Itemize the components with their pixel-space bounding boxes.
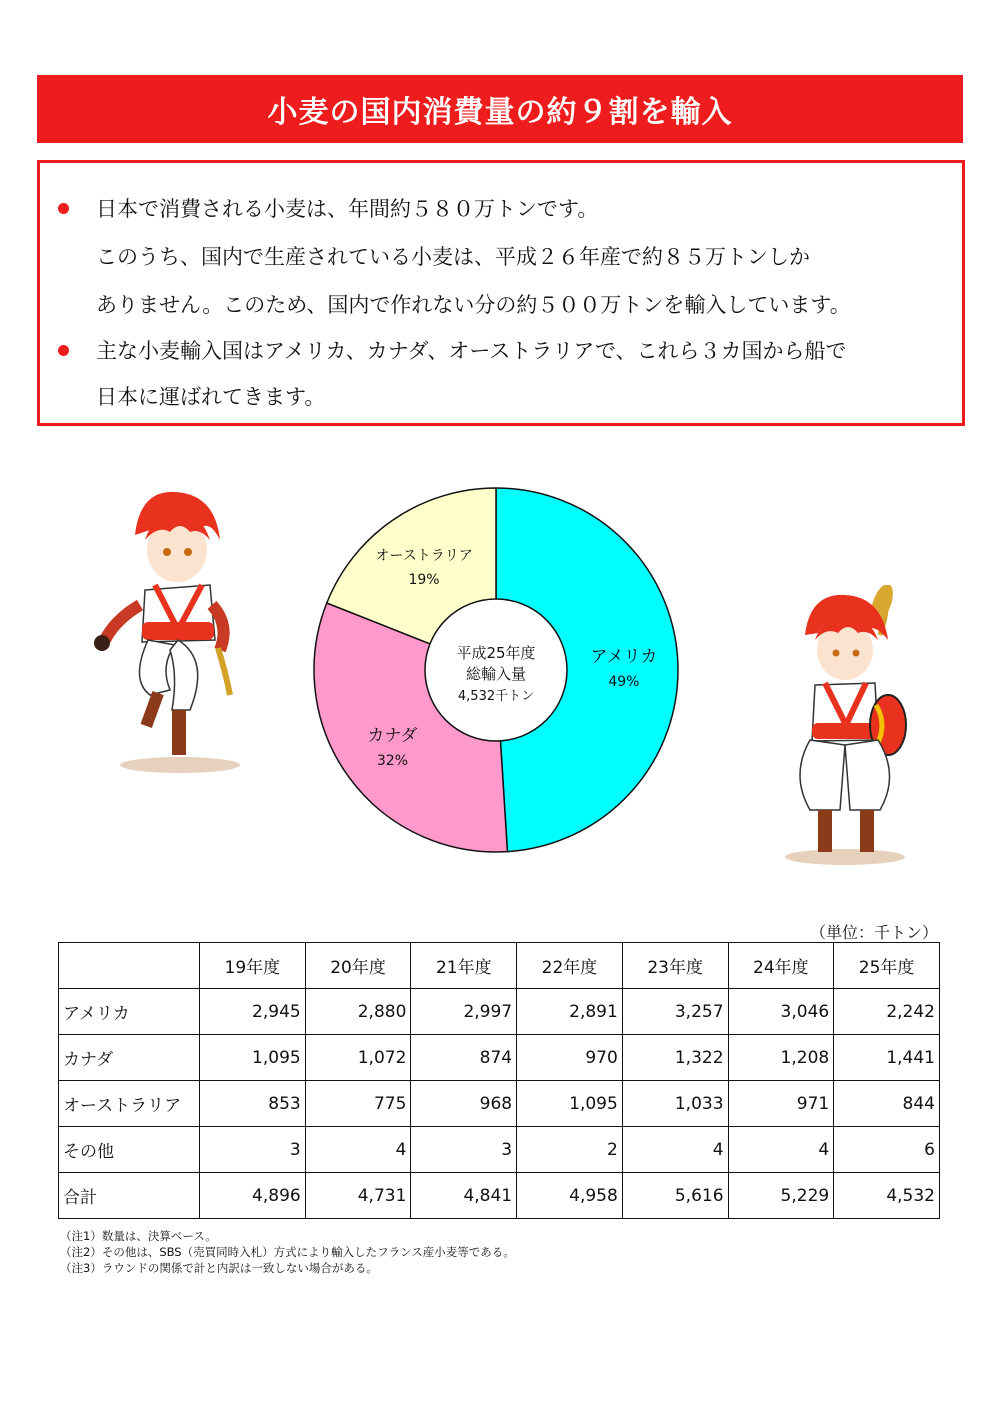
table-header-cell: 23年度 xyxy=(622,943,728,989)
table-cell: 1,095 xyxy=(200,1035,306,1081)
table-header-cell: 24年度 xyxy=(728,943,834,989)
page-title: 小麦の国内消費量の約９割を輸入 xyxy=(267,95,733,130)
table-header-row xyxy=(59,943,940,989)
title-banner xyxy=(37,75,963,143)
table-cell: 775 xyxy=(305,1081,411,1127)
table-cell: 2,242 xyxy=(834,989,940,1035)
table-header-cell: 25年度 xyxy=(834,943,940,989)
info-line: 主な小麦輸入国はアメリカ、カナダ、オーストラリアで、これら３カ国から船で xyxy=(96,339,847,363)
table-cell: 1,208 xyxy=(728,1035,834,1081)
table-cell: 3 xyxy=(200,1127,306,1173)
center-label-line: 4,532千トン xyxy=(457,689,535,704)
table-header-cell: 19年度 xyxy=(200,943,306,989)
table-cell: 1,072 xyxy=(305,1035,411,1081)
table-cell: 970 xyxy=(517,1035,623,1081)
table-unit-note: （単位：千トン） xyxy=(809,923,938,942)
footnote: （注1）数量は、決算ベース。 xyxy=(60,1229,217,1243)
footnotes xyxy=(60,1228,515,1276)
footnote: （注3）ラウンドの関係で計と内訳は一致しない場合がある。 xyxy=(60,1261,378,1275)
table-cell: 844 xyxy=(834,1081,940,1127)
table-cell: 1,322 xyxy=(622,1035,728,1081)
character-illustration-right xyxy=(770,585,950,875)
table-cell: 4,731 xyxy=(305,1173,411,1219)
table-cell: 1,095 xyxy=(517,1081,623,1127)
table-cell: 1,441 xyxy=(834,1035,940,1081)
character-illustration-left xyxy=(60,480,260,780)
table-cell: 4 xyxy=(305,1127,411,1173)
table-row-label: 合計 xyxy=(59,1173,200,1219)
table-cell: 3 xyxy=(411,1127,517,1173)
table-cell: 1,033 xyxy=(622,1081,728,1127)
bullet-dot-icon xyxy=(58,203,69,214)
import-volume-table xyxy=(58,942,940,1219)
info-line: 日本に運ばれてきます。 xyxy=(96,385,326,409)
pie-slice-label: オーストラリア xyxy=(375,548,473,565)
table-cell: 5,616 xyxy=(622,1173,728,1219)
center-label-line: 平成25年度 xyxy=(456,644,536,662)
table-cell: 4,841 xyxy=(411,1173,517,1219)
pie-slice-label: アメリカ xyxy=(590,646,658,667)
table-row xyxy=(59,1081,940,1127)
table-header-cell: 22年度 xyxy=(517,943,623,989)
bullet-dot-icon xyxy=(58,345,69,356)
pie-slice-label: カナダ xyxy=(367,726,418,747)
info-line: ありません。このため、国内で作れない分の約５００万トンを輸入しています。 xyxy=(96,293,851,317)
table-cell: 4,958 xyxy=(517,1173,623,1219)
pie-chart-svg xyxy=(300,480,700,865)
table-cell: 2,891 xyxy=(517,989,623,1035)
table-row xyxy=(59,1127,940,1173)
table-cell: 4,532 xyxy=(834,1173,940,1219)
pie-slice-percent: 19% xyxy=(408,572,440,589)
table-cell: 2,880 xyxy=(305,989,411,1035)
table-cell: 4 xyxy=(622,1127,728,1173)
table-cell: 2 xyxy=(517,1127,623,1173)
table-cell: 874 xyxy=(411,1035,517,1081)
table-cell: 968 xyxy=(411,1081,517,1127)
table-row-label: カナダ xyxy=(59,1035,200,1081)
pie-chart xyxy=(300,480,700,865)
info-box xyxy=(37,160,965,426)
pie-slice-percent: 49% xyxy=(608,673,640,690)
info-line: 日本で消費される小麦は、年間約５８０万トンです。 xyxy=(96,197,599,221)
table-cell: 3,257 xyxy=(622,989,728,1035)
table-cell: 6 xyxy=(834,1127,940,1173)
table-row-total xyxy=(59,1173,940,1219)
table-row-label: オーストラリア xyxy=(59,1081,200,1127)
table-cell: 4 xyxy=(728,1127,834,1173)
footnote: （注2）その他は、SBS（売買同時入札）方式により輸入したフランス産小麦等である。 xyxy=(60,1245,515,1259)
table-cell: 5,229 xyxy=(728,1173,834,1219)
table-header-cell: 20年度 xyxy=(305,943,411,989)
table-cell: 971 xyxy=(728,1081,834,1127)
table-row-label: その他 xyxy=(59,1127,200,1173)
table-cell: 3,046 xyxy=(728,989,834,1035)
info-line: このうち、国内で生産されている小麦は、平成２６年産で約８５万トンしか xyxy=(96,245,810,269)
table-row xyxy=(59,989,940,1035)
table-cell: 2,945 xyxy=(200,989,306,1035)
table-cell: 2,997 xyxy=(411,989,517,1035)
table-header-cell: 21年度 xyxy=(411,943,517,989)
table-cell: 853 xyxy=(200,1081,306,1127)
table-header-cell xyxy=(59,943,200,989)
table-row-label: アメリカ xyxy=(59,989,200,1035)
table-cell: 4,896 xyxy=(200,1173,306,1219)
pie-slice-percent: 32% xyxy=(376,753,409,770)
table-row xyxy=(59,1035,940,1081)
center-label-line: 総輸入量 xyxy=(465,665,527,683)
